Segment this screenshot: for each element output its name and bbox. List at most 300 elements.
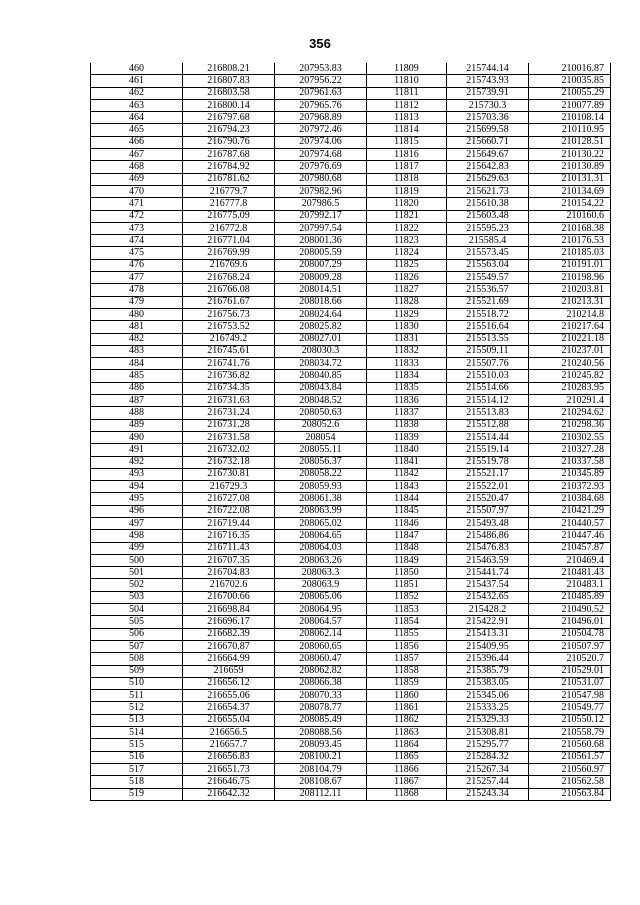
table-row <box>91 185 611 197</box>
y-coordinate-a-cell: 208100.21 <box>275 751 367 763</box>
table-row <box>91 444 611 456</box>
x-coordinate-a-cell: 216797.68 <box>183 112 275 124</box>
x-coordinate-a-cell: 216664.99 <box>183 653 275 665</box>
y-coordinate-b-cell: 210035.85 <box>529 75 611 87</box>
point-number-b-cell: 11836 <box>367 395 447 407</box>
table-row <box>91 739 611 751</box>
point-number-a-cell: 464 <box>91 112 183 124</box>
point-number-a-cell: 472 <box>91 210 183 222</box>
x-coordinate-a-cell: 216807.83 <box>183 75 275 87</box>
table-row <box>91 727 611 739</box>
x-coordinate-a-cell: 216803.58 <box>183 87 275 99</box>
point-number-a-cell: 465 <box>91 124 183 136</box>
point-number-a-cell: 513 <box>91 714 183 726</box>
y-coordinate-a-cell: 208063.9 <box>275 579 367 591</box>
x-coordinate-b-cell: 215642.83 <box>447 161 529 173</box>
point-number-b-cell: 11822 <box>367 222 447 234</box>
x-coordinate-a-cell: 216722.08 <box>183 505 275 517</box>
point-number-a-cell: 486 <box>91 382 183 394</box>
table-row <box>91 210 611 222</box>
x-coordinate-b-cell: 215699.58 <box>447 124 529 136</box>
point-number-b-cell: 11831 <box>367 333 447 345</box>
x-coordinate-a-cell: 216711.43 <box>183 542 275 554</box>
x-coordinate-b-cell: 215510.03 <box>447 370 529 382</box>
x-coordinate-a-cell: 216787.68 <box>183 149 275 161</box>
y-coordinate-a-cell: 208048.52 <box>275 395 367 407</box>
point-number-b-cell: 11832 <box>367 345 447 357</box>
x-coordinate-b-cell: 215514.12 <box>447 395 529 407</box>
x-coordinate-a-cell: 216704.83 <box>183 567 275 579</box>
x-coordinate-a-cell: 216745.61 <box>183 345 275 357</box>
table-row <box>91 456 611 468</box>
x-coordinate-b-cell: 215333.25 <box>447 702 529 714</box>
table-row <box>91 591 611 603</box>
table-row <box>91 530 611 542</box>
y-coordinate-b-cell: 210558.79 <box>529 727 611 739</box>
point-number-a-cell: 471 <box>91 198 183 210</box>
point-number-a-cell: 495 <box>91 493 183 505</box>
y-coordinate-b-cell: 210504.78 <box>529 628 611 640</box>
point-number-b-cell: 11821 <box>367 210 447 222</box>
table-row <box>91 75 611 87</box>
x-coordinate-b-cell: 215243.34 <box>447 788 529 800</box>
x-coordinate-b-cell: 215463.59 <box>447 554 529 566</box>
x-coordinate-a-cell: 216761.67 <box>183 296 275 308</box>
point-number-a-cell: 475 <box>91 247 183 259</box>
x-coordinate-b-cell: 215563.04 <box>447 259 529 271</box>
x-coordinate-a-cell: 216771.04 <box>183 235 275 247</box>
x-coordinate-b-cell: 215329.33 <box>447 714 529 726</box>
table-row <box>91 247 611 259</box>
point-number-a-cell: 489 <box>91 419 183 431</box>
y-coordinate-b-cell: 210562.58 <box>529 776 611 788</box>
y-coordinate-b-cell: 210485.89 <box>529 591 611 603</box>
y-coordinate-a-cell: 207976.69 <box>275 161 367 173</box>
point-number-a-cell: 473 <box>91 222 183 234</box>
point-number-b-cell: 11839 <box>367 431 447 443</box>
x-coordinate-b-cell: 215521.17 <box>447 468 529 480</box>
x-coordinate-a-cell: 216716.35 <box>183 530 275 542</box>
point-number-b-cell: 11814 <box>367 124 447 136</box>
y-coordinate-b-cell: 210130.89 <box>529 161 611 173</box>
y-coordinate-a-cell: 208050.63 <box>275 407 367 419</box>
x-coordinate-b-cell: 215413.31 <box>447 628 529 640</box>
y-coordinate-b-cell: 210529.01 <box>529 665 611 677</box>
point-number-a-cell: 497 <box>91 517 183 529</box>
x-coordinate-a-cell: 216670.87 <box>183 640 275 652</box>
point-number-b-cell: 11856 <box>367 640 447 652</box>
x-coordinate-b-cell: 215509.11 <box>447 345 529 357</box>
x-coordinate-a-cell: 216756.73 <box>183 308 275 320</box>
x-coordinate-a-cell: 216651.73 <box>183 763 275 775</box>
table-row <box>91 63 611 75</box>
x-coordinate-b-cell: 215409.95 <box>447 640 529 652</box>
x-coordinate-a-cell: 216794.23 <box>183 124 275 136</box>
y-coordinate-a-cell: 208088.56 <box>275 727 367 739</box>
x-coordinate-a-cell: 216731.63 <box>183 395 275 407</box>
x-coordinate-b-cell: 215514.66 <box>447 382 529 394</box>
point-number-b-cell: 11849 <box>367 554 447 566</box>
table-row <box>91 333 611 345</box>
y-coordinate-b-cell: 210490.52 <box>529 604 611 616</box>
table-row <box>91 468 611 480</box>
x-coordinate-a-cell: 216779.7 <box>183 185 275 197</box>
x-coordinate-b-cell: 215345.06 <box>447 690 529 702</box>
point-number-b-cell: 11853 <box>367 604 447 616</box>
table-row <box>91 788 611 800</box>
table-row <box>91 505 611 517</box>
y-coordinate-b-cell: 210483.1 <box>529 579 611 591</box>
x-coordinate-a-cell: 216749.2 <box>183 333 275 345</box>
point-number-b-cell: 11828 <box>367 296 447 308</box>
x-coordinate-b-cell: 215422.91 <box>447 616 529 628</box>
point-number-b-cell: 11857 <box>367 653 447 665</box>
y-coordinate-a-cell: 207982.96 <box>275 185 367 197</box>
y-coordinate-b-cell: 210469.4 <box>529 554 611 566</box>
table-row <box>91 542 611 554</box>
table-row <box>91 690 611 702</box>
x-coordinate-a-cell: 216698.84 <box>183 604 275 616</box>
y-coordinate-a-cell: 208085.49 <box>275 714 367 726</box>
table-row <box>91 714 611 726</box>
y-coordinate-a-cell: 208005.59 <box>275 247 367 259</box>
table-row <box>91 345 611 357</box>
table-row <box>91 554 611 566</box>
x-coordinate-b-cell: 215385.79 <box>447 665 529 677</box>
x-coordinate-a-cell: 216659 <box>183 665 275 677</box>
x-coordinate-b-cell: 215743.93 <box>447 75 529 87</box>
x-coordinate-a-cell: 216781.62 <box>183 173 275 185</box>
point-number-b-cell: 11859 <box>367 677 447 689</box>
y-coordinate-b-cell: 210217.64 <box>529 321 611 333</box>
y-coordinate-a-cell: 207953.83 <box>275 63 367 75</box>
table-row <box>91 481 611 493</box>
table-row <box>91 222 611 234</box>
point-number-a-cell: 466 <box>91 136 183 148</box>
x-coordinate-a-cell: 216656.5 <box>183 727 275 739</box>
point-number-b-cell: 11845 <box>367 505 447 517</box>
x-coordinate-a-cell: 216719.44 <box>183 517 275 529</box>
y-coordinate-a-cell: 208063.3 <box>275 567 367 579</box>
x-coordinate-b-cell: 215512.88 <box>447 419 529 431</box>
point-number-b-cell: 11820 <box>367 198 447 210</box>
table-row <box>91 751 611 763</box>
y-coordinate-b-cell: 210507.97 <box>529 640 611 652</box>
point-number-b-cell: 11810 <box>367 75 447 87</box>
point-number-a-cell: 506 <box>91 628 183 640</box>
table-row <box>91 628 611 640</box>
x-coordinate-a-cell: 216790.76 <box>183 136 275 148</box>
y-coordinate-b-cell: 210168.38 <box>529 222 611 234</box>
y-coordinate-b-cell: 210160.6 <box>529 210 611 222</box>
point-number-a-cell: 492 <box>91 456 183 468</box>
point-number-b-cell: 11819 <box>367 185 447 197</box>
x-coordinate-a-cell: 216731.58 <box>183 431 275 443</box>
x-coordinate-b-cell: 215437.54 <box>447 579 529 591</box>
table-row <box>91 677 611 689</box>
y-coordinate-a-cell: 208025.82 <box>275 321 367 333</box>
point-number-b-cell: 11862 <box>367 714 447 726</box>
point-number-b-cell: 11861 <box>367 702 447 714</box>
y-coordinate-a-cell: 207992.17 <box>275 210 367 222</box>
table-row <box>91 358 611 370</box>
y-coordinate-b-cell: 210520.7 <box>529 653 611 665</box>
point-number-b-cell: 11843 <box>367 481 447 493</box>
x-coordinate-a-cell: 216696.17 <box>183 616 275 628</box>
y-coordinate-b-cell: 210237.01 <box>529 345 611 357</box>
x-coordinate-a-cell: 216729.3 <box>183 481 275 493</box>
x-coordinate-b-cell: 215513.83 <box>447 407 529 419</box>
point-number-b-cell: 11851 <box>367 579 447 591</box>
y-coordinate-a-cell: 208063.99 <box>275 505 367 517</box>
y-coordinate-a-cell: 208056.37 <box>275 456 367 468</box>
x-coordinate-b-cell: 215519.78 <box>447 456 529 468</box>
table-row <box>91 616 611 628</box>
point-number-b-cell: 11846 <box>367 517 447 529</box>
x-coordinate-b-cell: 215295.77 <box>447 739 529 751</box>
x-coordinate-b-cell: 215441.74 <box>447 567 529 579</box>
y-coordinate-b-cell: 210110.95 <box>529 124 611 136</box>
y-coordinate-b-cell: 210221.18 <box>529 333 611 345</box>
y-coordinate-b-cell: 210291.4 <box>529 395 611 407</box>
y-coordinate-b-cell: 210531.07 <box>529 677 611 689</box>
point-number-b-cell: 11868 <box>367 788 447 800</box>
point-number-b-cell: 11817 <box>367 161 447 173</box>
point-number-a-cell: 510 <box>91 677 183 689</box>
x-coordinate-a-cell: 216731.28 <box>183 419 275 431</box>
y-coordinate-b-cell: 210213.31 <box>529 296 611 308</box>
point-number-a-cell: 507 <box>91 640 183 652</box>
point-number-a-cell: 496 <box>91 505 183 517</box>
x-coordinate-a-cell: 216730.81 <box>183 468 275 480</box>
y-coordinate-b-cell: 210108.14 <box>529 112 611 124</box>
y-coordinate-b-cell: 210134.69 <box>529 185 611 197</box>
point-number-b-cell: 11838 <box>367 419 447 431</box>
x-coordinate-b-cell: 215396.44 <box>447 653 529 665</box>
x-coordinate-b-cell: 215585.4 <box>447 235 529 247</box>
point-number-b-cell: 11818 <box>367 173 447 185</box>
x-coordinate-b-cell: 215476.83 <box>447 542 529 554</box>
point-number-b-cell: 11863 <box>367 727 447 739</box>
x-coordinate-b-cell: 215308.81 <box>447 727 529 739</box>
point-number-a-cell: 504 <box>91 604 183 616</box>
table-row <box>91 235 611 247</box>
x-coordinate-b-cell: 215739.91 <box>447 87 529 99</box>
x-coordinate-b-cell: 215518.72 <box>447 308 529 320</box>
point-number-a-cell: 499 <box>91 542 183 554</box>
point-number-a-cell: 480 <box>91 308 183 320</box>
table-row <box>91 702 611 714</box>
x-coordinate-a-cell: 216808.21 <box>183 63 275 75</box>
x-coordinate-b-cell: 215703.36 <box>447 112 529 124</box>
x-coordinate-b-cell: 215744.14 <box>447 63 529 75</box>
x-coordinate-a-cell: 216741.76 <box>183 358 275 370</box>
x-coordinate-a-cell: 216655.04 <box>183 714 275 726</box>
table-row <box>91 124 611 136</box>
y-coordinate-b-cell: 210077.89 <box>529 99 611 111</box>
x-coordinate-a-cell: 216734.35 <box>183 382 275 394</box>
x-coordinate-a-cell: 216654.37 <box>183 702 275 714</box>
y-coordinate-b-cell: 210372.93 <box>529 481 611 493</box>
point-number-a-cell: 477 <box>91 272 183 284</box>
y-coordinate-a-cell: 207972.46 <box>275 124 367 136</box>
table-row <box>91 99 611 111</box>
table-row <box>91 407 611 419</box>
table-row <box>91 308 611 320</box>
y-coordinate-a-cell: 208104.79 <box>275 763 367 775</box>
y-coordinate-a-cell: 208034.72 <box>275 358 367 370</box>
x-coordinate-b-cell: 215603.48 <box>447 210 529 222</box>
table-row <box>91 776 611 788</box>
y-coordinate-a-cell: 208052.6 <box>275 419 367 431</box>
point-number-b-cell: 11855 <box>367 628 447 640</box>
x-coordinate-a-cell: 216753.52 <box>183 321 275 333</box>
point-number-a-cell: 474 <box>91 235 183 247</box>
point-number-a-cell: 484 <box>91 358 183 370</box>
x-coordinate-a-cell: 216656.83 <box>183 751 275 763</box>
x-coordinate-b-cell: 215493.48 <box>447 517 529 529</box>
point-number-b-cell: 11866 <box>367 763 447 775</box>
y-coordinate-b-cell: 210240.56 <box>529 358 611 370</box>
x-coordinate-b-cell: 215621.73 <box>447 185 529 197</box>
y-coordinate-b-cell: 210191.01 <box>529 259 611 271</box>
table-row <box>91 419 611 431</box>
point-number-a-cell: 505 <box>91 616 183 628</box>
y-coordinate-a-cell: 208007.29 <box>275 259 367 271</box>
y-coordinate-a-cell: 208108.67 <box>275 776 367 788</box>
point-number-a-cell: 493 <box>91 468 183 480</box>
y-coordinate-a-cell: 208018.66 <box>275 296 367 308</box>
point-number-b-cell: 11824 <box>367 247 447 259</box>
x-coordinate-b-cell: 215383.05 <box>447 677 529 689</box>
x-coordinate-a-cell: 216657.7 <box>183 739 275 751</box>
point-number-b-cell: 11847 <box>367 530 447 542</box>
point-number-a-cell: 502 <box>91 579 183 591</box>
x-coordinate-b-cell: 215519.14 <box>447 444 529 456</box>
x-coordinate-b-cell: 215573.45 <box>447 247 529 259</box>
x-coordinate-a-cell: 216772.8 <box>183 222 275 234</box>
y-coordinate-b-cell: 210440.57 <box>529 517 611 529</box>
x-coordinate-b-cell: 215610.38 <box>447 198 529 210</box>
x-coordinate-a-cell: 216732.02 <box>183 444 275 456</box>
x-coordinate-a-cell: 216784.92 <box>183 161 275 173</box>
point-number-a-cell: 462 <box>91 87 183 99</box>
y-coordinate-b-cell: 210549.77 <box>529 702 611 714</box>
x-coordinate-b-cell: 215257.44 <box>447 776 529 788</box>
point-number-b-cell: 11848 <box>367 542 447 554</box>
point-number-b-cell: 11834 <box>367 370 447 382</box>
y-coordinate-b-cell: 210560.97 <box>529 763 611 775</box>
x-coordinate-a-cell: 216775.09 <box>183 210 275 222</box>
y-coordinate-b-cell: 210302.55 <box>529 431 611 443</box>
x-coordinate-a-cell: 216736.82 <box>183 370 275 382</box>
x-coordinate-b-cell: 215660.71 <box>447 136 529 148</box>
y-coordinate-b-cell: 210560.68 <box>529 739 611 751</box>
point-number-a-cell: 490 <box>91 431 183 443</box>
x-coordinate-b-cell: 215730.3 <box>447 99 529 111</box>
point-number-b-cell: 11852 <box>367 591 447 603</box>
point-number-b-cell: 11844 <box>367 493 447 505</box>
y-coordinate-b-cell: 210016.87 <box>529 63 611 75</box>
y-coordinate-b-cell: 210481.43 <box>529 567 611 579</box>
y-coordinate-b-cell: 210496.01 <box>529 616 611 628</box>
point-number-b-cell: 11815 <box>367 136 447 148</box>
point-number-b-cell: 11850 <box>367 567 447 579</box>
point-number-a-cell: 476 <box>91 259 183 271</box>
x-coordinate-b-cell: 215595.23 <box>447 222 529 234</box>
point-number-a-cell: 519 <box>91 788 183 800</box>
table-row <box>91 136 611 148</box>
table-row <box>91 87 611 99</box>
point-number-b-cell: 11835 <box>367 382 447 394</box>
point-number-a-cell: 467 <box>91 149 183 161</box>
point-number-b-cell: 11840 <box>367 444 447 456</box>
point-number-a-cell: 509 <box>91 665 183 677</box>
table-row <box>91 284 611 296</box>
point-number-a-cell: 501 <box>91 567 183 579</box>
y-coordinate-a-cell: 207965.76 <box>275 99 367 111</box>
point-number-a-cell: 463 <box>91 99 183 111</box>
table-row <box>91 579 611 591</box>
y-coordinate-a-cell: 208027.01 <box>275 333 367 345</box>
point-number-b-cell: 11825 <box>367 259 447 271</box>
y-coordinate-a-cell: 208043.84 <box>275 382 367 394</box>
x-coordinate-b-cell: 215522.01 <box>447 481 529 493</box>
table-row <box>91 173 611 185</box>
point-number-b-cell: 11827 <box>367 284 447 296</box>
coordinates-table <box>90 63 611 801</box>
y-coordinate-b-cell: 210154.22 <box>529 198 611 210</box>
x-coordinate-a-cell: 216655.06 <box>183 690 275 702</box>
y-coordinate-a-cell: 208078.77 <box>275 702 367 714</box>
y-coordinate-a-cell: 208061.38 <box>275 493 367 505</box>
x-coordinate-a-cell: 216700.66 <box>183 591 275 603</box>
x-coordinate-a-cell: 216800.14 <box>183 99 275 111</box>
point-number-b-cell: 11858 <box>367 665 447 677</box>
y-coordinate-b-cell: 210337.58 <box>529 456 611 468</box>
y-coordinate-a-cell: 208001.36 <box>275 235 367 247</box>
table-row <box>91 640 611 652</box>
y-coordinate-a-cell: 208055.11 <box>275 444 367 456</box>
point-number-b-cell: 11829 <box>367 308 447 320</box>
y-coordinate-a-cell: 208060.65 <box>275 640 367 652</box>
table-row <box>91 370 611 382</box>
y-coordinate-a-cell: 208070.33 <box>275 690 367 702</box>
point-number-b-cell: 11867 <box>367 776 447 788</box>
y-coordinate-a-cell: 208024.64 <box>275 308 367 320</box>
point-number-a-cell: 488 <box>91 407 183 419</box>
table-row <box>91 653 611 665</box>
point-number-b-cell: 11811 <box>367 87 447 99</box>
point-number-b-cell: 11816 <box>367 149 447 161</box>
x-coordinate-b-cell: 215267.34 <box>447 763 529 775</box>
table-row <box>91 382 611 394</box>
y-coordinate-a-cell: 208062.82 <box>275 665 367 677</box>
x-coordinate-a-cell: 216768.24 <box>183 272 275 284</box>
y-coordinate-b-cell: 210447.46 <box>529 530 611 542</box>
table-row <box>91 321 611 333</box>
point-number-a-cell: 498 <box>91 530 183 542</box>
point-number-a-cell: 508 <box>91 653 183 665</box>
y-coordinate-a-cell: 208065.02 <box>275 517 367 529</box>
point-number-b-cell: 11826 <box>367 272 447 284</box>
x-coordinate-b-cell: 215629.63 <box>447 173 529 185</box>
point-number-a-cell: 518 <box>91 776 183 788</box>
point-number-a-cell: 516 <box>91 751 183 763</box>
x-coordinate-a-cell: 216642.32 <box>183 788 275 800</box>
point-number-a-cell: 461 <box>91 75 183 87</box>
y-coordinate-a-cell: 207956.22 <box>275 75 367 87</box>
